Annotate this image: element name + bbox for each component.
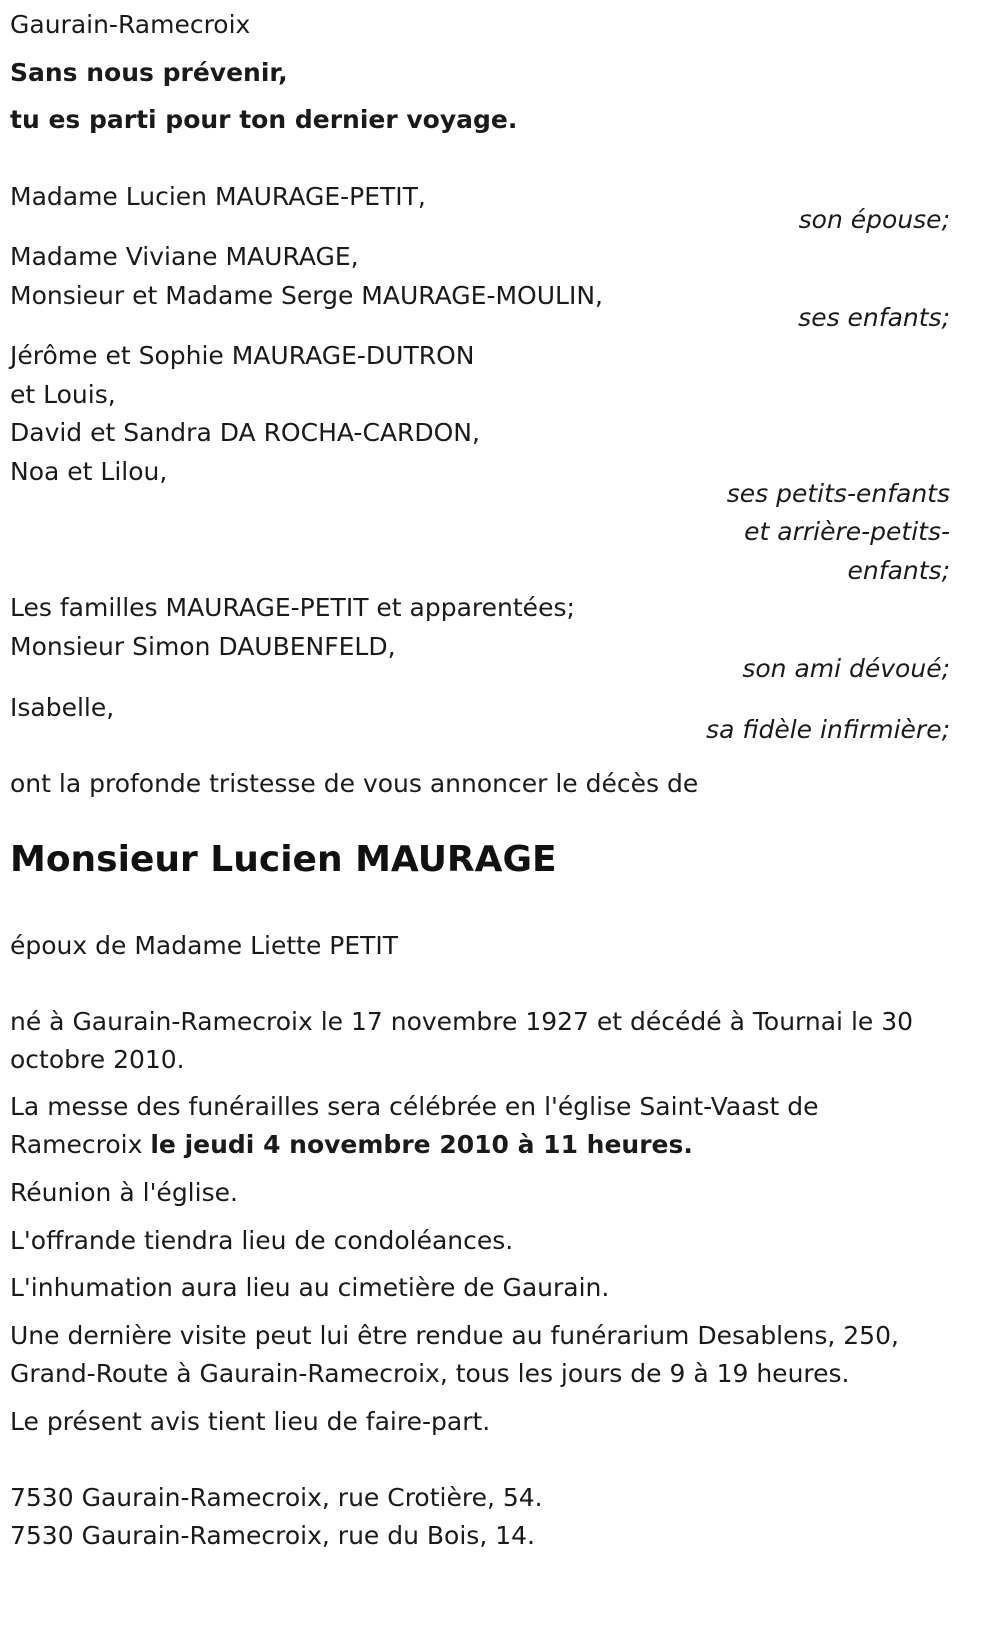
grandchildren-role-line-3: enfants; <box>847 556 950 585</box>
meeting-line: Réunion à l'église. <box>10 1178 238 1207</box>
grandchild-line-3: David et Sandra DA ROCHA-CARDON, <box>10 418 480 447</box>
offering-line: L'offrande tiendra lieu de condoléances. <box>10 1226 514 1255</box>
grandchildren-role-line-1: ses petits-enfants <box>726 479 950 508</box>
address-line-2: 7530 Gaurain-Ramecroix, rue du Bois, 14. <box>10 1521 535 1550</box>
grandchildren-role-line-2: et arrière-petits- <box>744 517 950 546</box>
notice-line: Le présent avis tient lieu de faire-part. <box>10 1407 491 1436</box>
child-name-2: Monsieur et Madame Serge MAURAGE-MOULIN, <box>10 281 603 310</box>
mass-date: le jeudi 4 novembre 2010 à 11 heures. <box>150 1130 693 1159</box>
visit-line-1: Une dernière visite peut lui être rendue au funérarium Desablens, 250, <box>10 1321 899 1350</box>
nurse-name: Isabelle, <box>10 693 115 722</box>
burial-line: L'inhumation aura lieu au cimetière de Gaurain. <box>10 1273 610 1302</box>
grandchild-line-2: et Louis, <box>10 380 116 409</box>
birth-death-line-1: né à Gaurain-Ramecroix le 17 novembre 1927 et décédé à Tournai le 30 <box>10 1007 914 1036</box>
deceased-name: Monsieur Lucien MAURAGE <box>10 839 557 880</box>
friend-name: Monsieur Simon DAUBENFELD, <box>10 632 396 661</box>
location-header: Gaurain-Ramecroix <box>10 10 251 39</box>
spouse-role: son épouse; <box>798 205 950 234</box>
address-line-1: 7530 Gaurain-Ramecroix, rue Crotière, 54. <box>10 1483 543 1512</box>
nurse-role: sa fidèle infirmière; <box>706 715 950 744</box>
child-name-1: Madame Viviane MAURAGE, <box>10 242 359 271</box>
mass-line-2 <box>10 1125 693 1164</box>
friend-role: son ami dévoué; <box>742 654 950 683</box>
children-role: ses enfants; <box>798 303 950 332</box>
birth-death-line-2: octobre 2010. <box>10 1045 185 1074</box>
families-line: Les familles MAURAGE-PETIT et apparentées; <box>10 593 575 622</box>
spouse-of-line: époux de Madame Liette PETIT <box>10 931 399 960</box>
announcement-text: ont la profonde tristesse de vous annoncer le décès de <box>10 769 699 798</box>
mass-line-1: La messe des funérailles sera célébrée en l'église Saint-Vaast de <box>10 1092 819 1121</box>
quote-line-1: Sans nous prévenir, <box>10 58 288 87</box>
mass-line-2-prefix: Ramecroix <box>10 1130 151 1159</box>
grandchild-line-1: Jérôme et Sophie MAURAGE-DUTRON <box>10 341 475 370</box>
spouse-name: Madame Lucien MAURAGE-PETIT, <box>10 182 426 211</box>
quote-line-2: tu es parti pour ton dernier voyage. <box>10 105 518 134</box>
grandchild-line-4: Noa et Lilou, <box>10 457 168 486</box>
visit-line-2: Grand-Route à Gaurain-Ramecroix, tous les jours de 9 à 19 heures. <box>10 1359 850 1388</box>
